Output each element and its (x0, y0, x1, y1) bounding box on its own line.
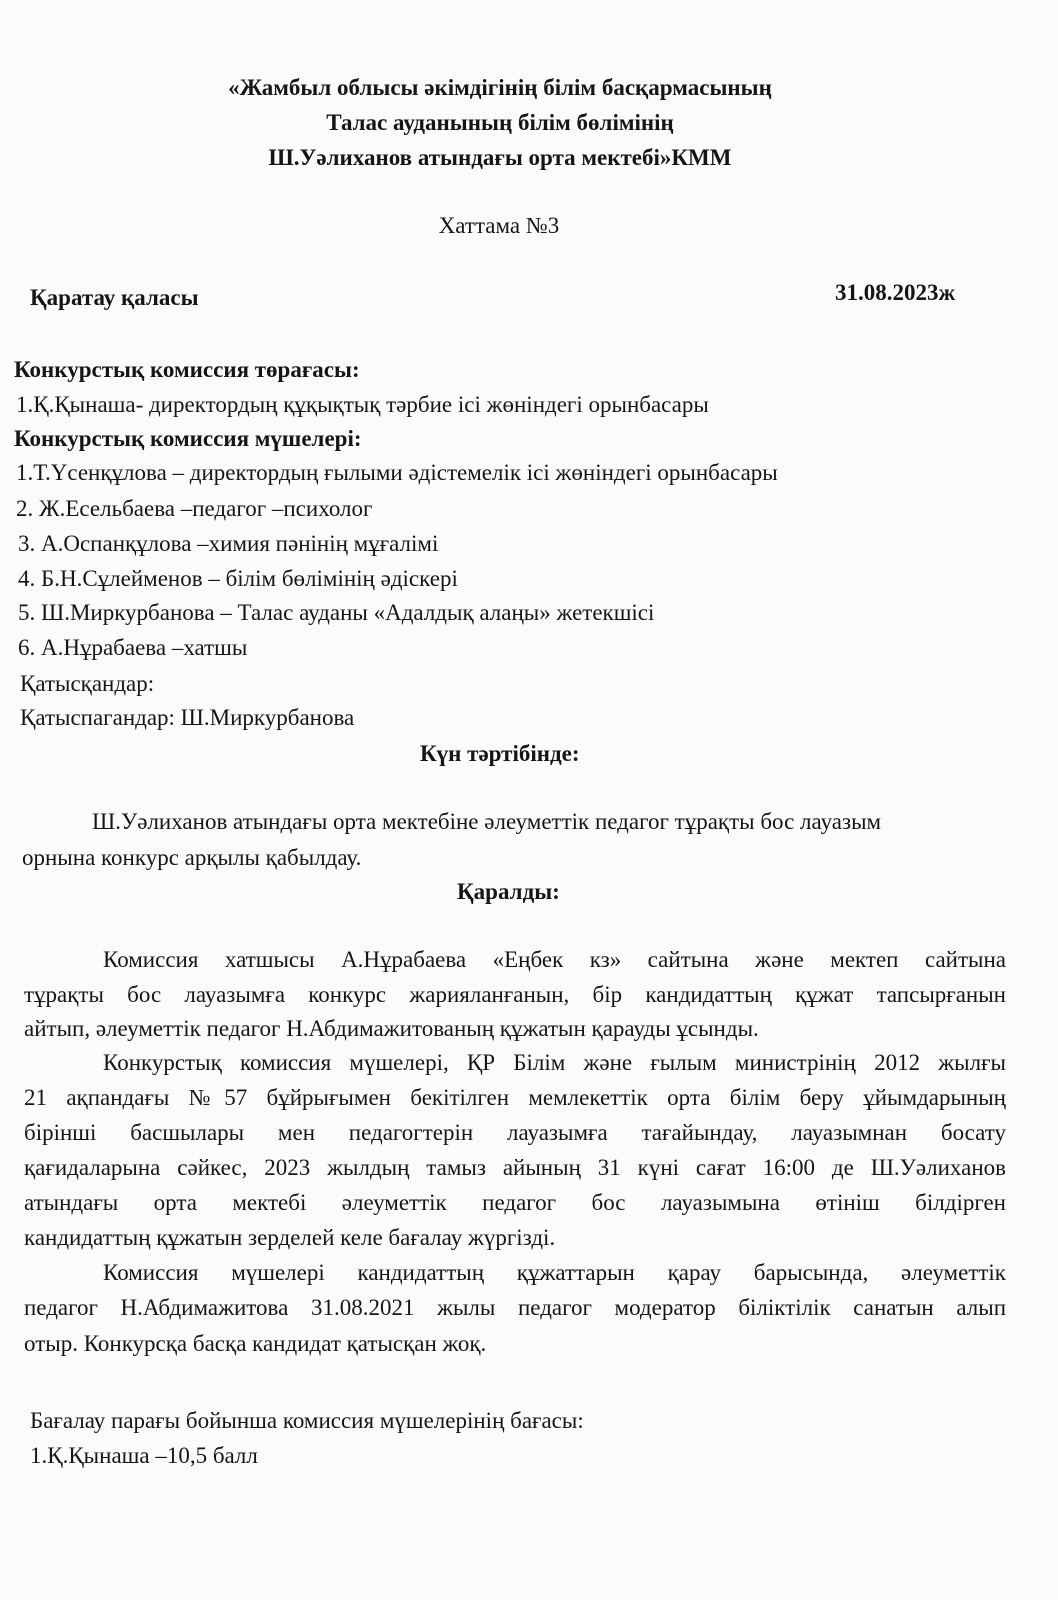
absent-label: Қатыспагандар: Ш.Миркурбанова (20, 705, 355, 730)
para2-line: бірінші басшылары мен педагогтерін лауазымға тағайындау, лауазымнан босату (24, 1120, 1006, 1145)
evaluation-item: 1.Қ.Қынаша –10,5 балл (30, 1443, 258, 1468)
member-item: 6. А.Нұрабаева –хатшы (18, 635, 248, 660)
para3-line: отыр. Конкурсқа басқа кандидат қатысқан жоқ. (24, 1331, 487, 1356)
evaluation-heading: Бағалау парағы бойынша комиссия мүшелерінің бағасы: (30, 1408, 584, 1433)
member-item: 2. Ж.Есельбаева –педагог –психолог (16, 496, 373, 521)
member-item: 3. А.Оспанқұлова –химия пәнінің мұғалімі (18, 531, 439, 556)
para2-line: Конкурстық комиссия мүшелері, ҚР Білім және ғылым министрінің 2012 жылғы (103, 1050, 1006, 1075)
para1-line: тұрақты бос лауазымға конкурс жарияланғанын, бір кандидаттың құжат тапсырғанын (24, 982, 1006, 1007)
para1-line: айтып, әлеуметтік педагог Н.Абдимажитованың құжатын қарауды ұсынды. (24, 1016, 759, 1041)
members-heading: Конкурстық комиссия мүшелері: (14, 426, 362, 451)
chair-member: 1.Қ.Қынаша- директордың құқықтық тәрбие ісі жөніндегі орынбасары (16, 392, 709, 417)
member-item: 4. Б.Н.Сұлейменов – білім бөлімінің әдіскері (18, 566, 458, 591)
agenda-line-1: Ш.Уәлиханов атындағы орта мектебіне әлеуметтік педагог тұрақты бос лауазым (92, 809, 882, 834)
para1-line: Комиссия хатшысы А.Нұрабаева «Еңбек кз» сайтына және мектеп сайтына (103, 947, 1006, 972)
member-item: 1.Т.Үсенқұлова – директордың ғылыми әдістемелік ісі жөніндегі орынбасары (16, 460, 778, 485)
agenda-line-2: орнына конкурс арқылы қабылдау. (22, 845, 362, 870)
header-line-3: Ш.Уәлиханов атындағы орта мектебі»КММ (268, 145, 732, 170)
header-line-1: «Жамбыл облысы әкімдігінің білім басқармасының (228, 75, 772, 100)
protocol-title: Хаттама №3 (438, 213, 560, 238)
city: Қаратау қаласы (30, 285, 199, 310)
para2-line: қағидаларына сәйкес, 2023 жылдың тамыз айының 31 күні сағат 16:00 де Ш.Уәлиханов (24, 1155, 1006, 1180)
para3-line: Комиссия мүшелері кандидаттың құжаттарын қарау барысында, әлеуметтік (103, 1260, 1006, 1285)
para2-line: кандидаттың құжатын зерделей келе бағалау жүргізді. (24, 1225, 556, 1250)
date: 31.08.2023ж (835, 280, 956, 305)
attended-label: Қатысқандар: (20, 671, 155, 696)
para2-line: атындағы орта мектебі әлеуметтік педагог бос лауазымына өтініш білдірген (24, 1190, 1006, 1215)
agenda-heading: Күн тәртібінде: (420, 741, 580, 766)
para2-line: 21 ақпандағы №57 бұйрығымен бекітілген мемлекеттік орта білім беру ұйымдарының (24, 1085, 1006, 1110)
header-line-2: Талас ауданының білім бөлімінің (326, 110, 674, 135)
chair-heading: Конкурстық комиссия төрағасы: (14, 357, 360, 382)
member-item: 5. Ш.Миркурбанова – Талас ауданы «Адалдық алаңы» жетекшісі (18, 600, 655, 625)
considered-heading: Қаралды: (457, 879, 560, 904)
para3-line: педагог Н.Абдимажитова 31.08.2021 жылы педагог модератор біліктілік санатын алып (24, 1295, 1006, 1320)
